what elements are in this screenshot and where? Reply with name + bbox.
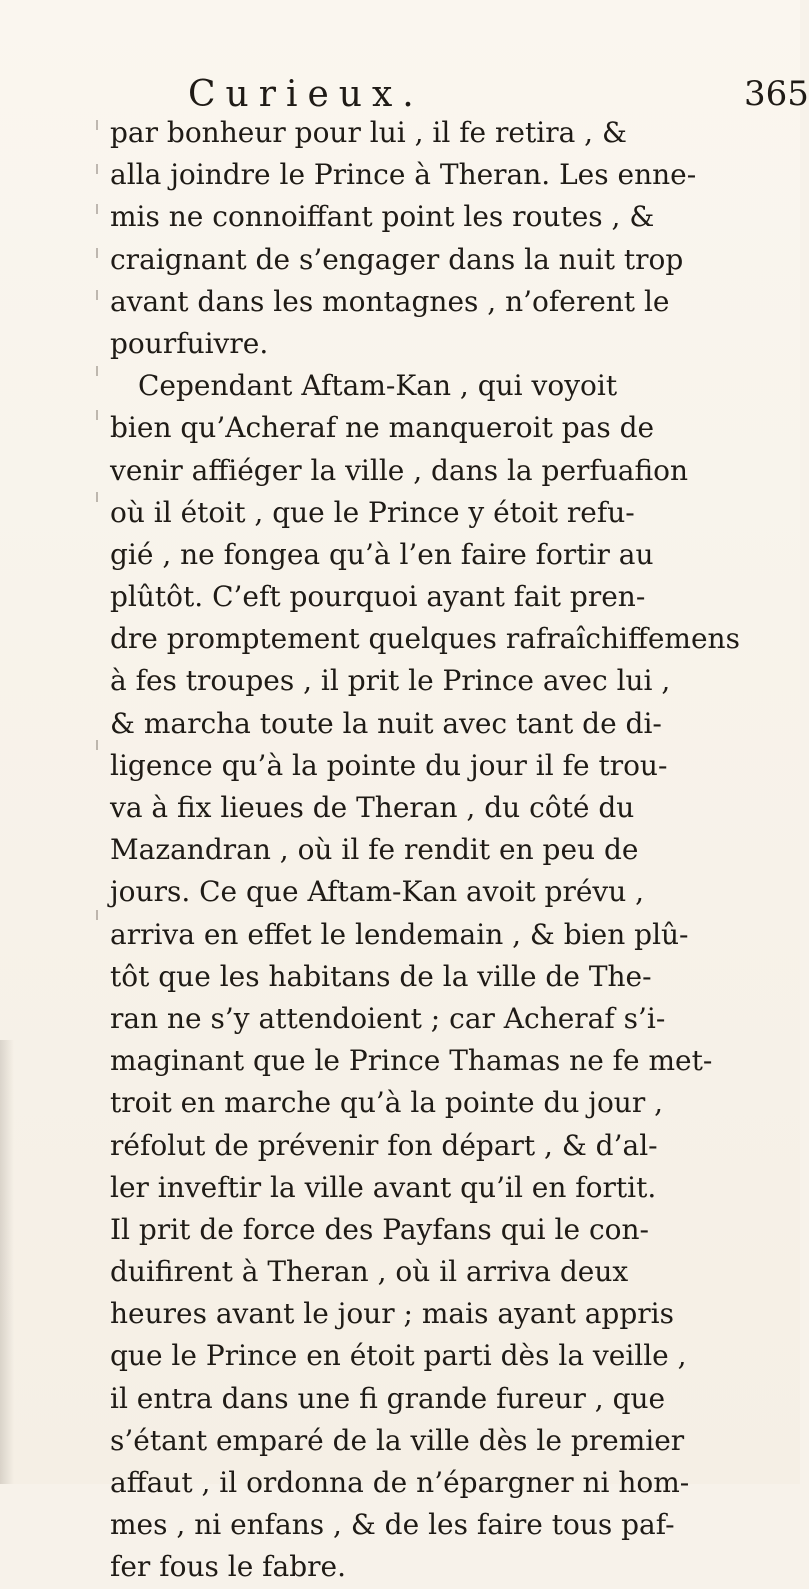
margin-mark: [96, 248, 98, 258]
margin-mark: [96, 366, 98, 376]
text-line: avant dans les montagnes , n’oferent le: [110, 284, 670, 318]
text-line: va à fix lieues de Theran , du côté du: [110, 791, 635, 824]
page-edge-shadow: [0, 1040, 14, 1484]
text-line: réfolut de prévenir fon départ , & d’al-: [110, 1128, 658, 1162]
text-line: ran ne s’y attendoient ; car Acheraf s’i-: [110, 1001, 666, 1035]
text-line: pourfuivre.: [110, 326, 269, 360]
margin-mark: [96, 204, 98, 214]
text-line: bien qu’Acheraf ne manqueroit pas de: [110, 411, 655, 445]
text-line: craignant de s’engager dans la nuit trop: [110, 242, 684, 276]
paragraph-start-line: Cependant Aftam-Kan , qui voyoit: [138, 369, 618, 403]
text-line: venir affiéger la ville , dans la perfuafion: [110, 453, 689, 487]
text-line: ligence qu’à la pointe du jour il fe trou-: [110, 748, 668, 782]
text-line: Il prit de force des Payfans qui le con-: [110, 1212, 649, 1246]
body-text: [110, 112, 774, 1589]
text-line: affaut , il ordonna de n’épargner ni hom-: [110, 1466, 690, 1499]
margin-mark: [96, 164, 98, 174]
text-line: par bonheur pour lui , il fe retira , &: [110, 116, 627, 149]
margin-mark: [96, 740, 98, 750]
text-line: s’étant emparé de la ville dès le premier: [110, 1423, 685, 1457]
text-line: heures avant le jour ; mais ayant appris: [110, 1297, 674, 1331]
text-line: alla joindre le Prince à Theran. Les enne-: [110, 158, 697, 192]
page-number: 365: [744, 74, 809, 114]
text-line: duifirent à Theran , où il arriva deux: [110, 1255, 629, 1289]
running-title: Curieux.: [188, 74, 424, 115]
text-line: troit en marche qu’à la pointe du jour ,: [110, 1086, 664, 1120]
text-line: arriva en effet le lendemain , & bien plû-: [110, 917, 689, 951]
text-line: Mazandran , où il fe rendit en peu de: [110, 833, 639, 867]
margin-mark: [96, 290, 98, 300]
text-line: plûtôt. C’eft pourquoi ayant fait pren-: [110, 580, 646, 614]
text-line: & marcha toute la nuit avec tant de di-: [110, 706, 662, 740]
margin-mark: [96, 910, 98, 920]
text-line: ler inveftir la ville avant qu’il en fortit.: [110, 1170, 657, 1204]
margin-mark: [96, 120, 98, 130]
text-line: mis ne connoiffant point les routes , &: [110, 200, 655, 234]
text-line: tôt que les habitans de la ville de The-: [110, 959, 652, 993]
text-line: mes , ni enfans , & de les faire tous paf-: [110, 1508, 675, 1542]
margin-mark: [96, 492, 98, 502]
text-line: dre promptement quelques rafraîchiffemens: [110, 622, 740, 656]
text-line: à fes troupes , il prit le Prince avec lui ,: [110, 664, 671, 698]
text-line: fer fous le fabre.: [110, 1550, 347, 1584]
text-line: maginant que le Prince Thamas ne fe met-: [110, 1044, 713, 1078]
margin-mark: [96, 410, 98, 420]
text-line: il entra dans une fi grande fureur , que: [110, 1381, 666, 1415]
text-line: jours. Ce que Aftam-Kan avoit prévu ,: [110, 875, 645, 909]
text-line: gié , ne fongea qu’à l’en faire fortir au: [110, 537, 654, 571]
text-line: que le Prince en étoit parti dès la veille ,: [110, 1339, 687, 1373]
text-line: où il étoit , que le Prince y étoit refu-: [110, 495, 635, 529]
